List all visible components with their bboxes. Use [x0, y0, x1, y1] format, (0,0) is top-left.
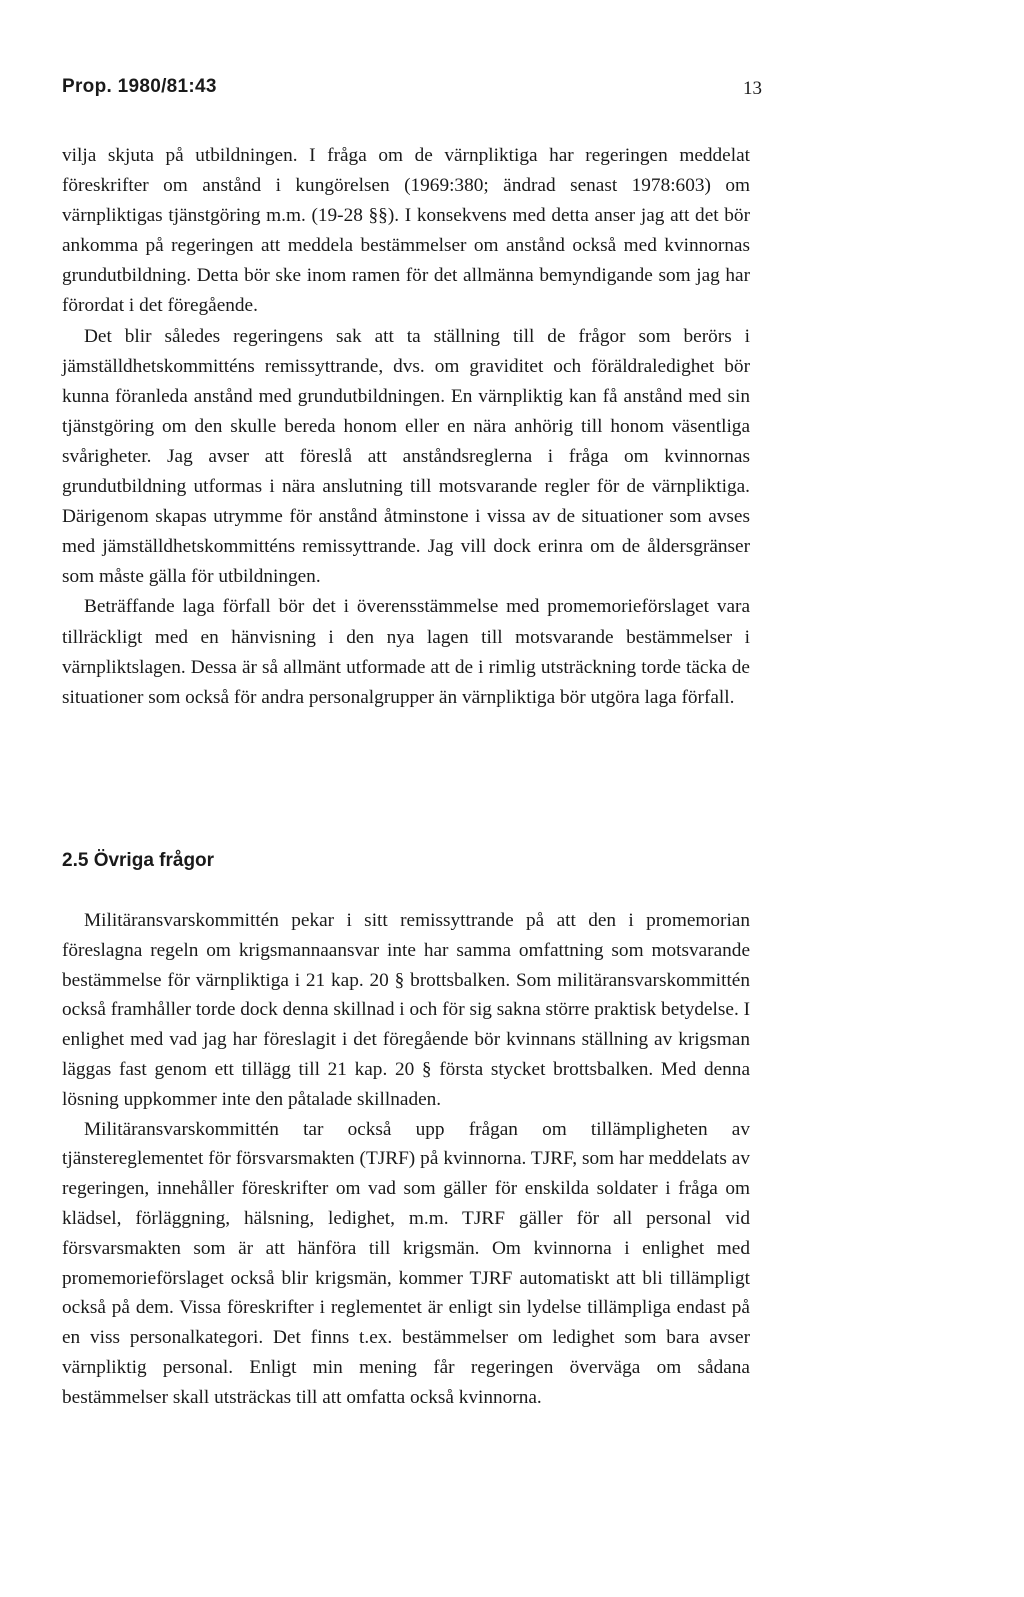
page-header — [62, 76, 762, 106]
proposition-reference: Prop. 1980/81:43 — [62, 76, 217, 97]
section-ovriga-fragor — [62, 847, 750, 1413]
paragraph: vilja skjuta på utbildningen. I fråga om de värnpliktiga har regeringen meddelat föreskrifter om anstånd i kungörelsen (1969:380; ändrad senast 1978:603) om värnpliktigas tjänstgöring m.m. (19-28 §§). I konsekvens med detta anser jag att det bör ankomma på regeringen att meddela bestämmelser om anstånd också med kvinnornas grundutbildning. Detta bör ske inom ramen för det allmänna bemyndigande som jag har förordat i det föregående. — [62, 145, 750, 317]
page-number: 13 — [743, 78, 762, 99]
paragraph: Militäransvarskommittén tar också upp frågan om tillämpligheten av tjänstereglementet för försvarsmakten (TJRF) på kvinnorna. TJRF, som har meddelats av regeringen, innehåller föreskrifter om vad som gäller för enskilda soldater i fråga om klädsel, förläggning, hälsning, ledighet, m.m. TJRF gäller för all personal vid försvarsmakten som är att hänföra till krigsmän. Om kvinnorna i enlighet med promemorieförslaget också blir krigsmän, kommer TJRF automatiskt att bli tillämpligt också på dem. Vissa föreskrifter i reglementet är enligt sin lydelse tillämpliga endast på en viss personalkategori. Det finns t.ex. bestämmelser om ledighet som bara avser värnpliktig personal. Enligt min mening får regeringen överväga om sådana bestämmelser skall utsträckas till att omfatta också kvinnorna. — [62, 1118, 750, 1408]
paragraph: Militäransvarskommittén pekar i sitt remissyttrande på att den i promemorian föreslagna regeln om krigsmannaansvar inte har samma omfattning som motsvarande bestämmelse för värnpliktiga i 21 kap. 20 § brottsbalken. Som militäransvarskommittén också framhåller torde dock denna skillnad i och för sig sakna större praktisk betydelse. I enlighet med vad jag har föreslagit i det föregående bör kvinnans ställning av krigsman läggas fast genom ett tillägg till 21 kap. 20 § första stycket brottsbalken. Med denna lösning uppkommer inte den påtalade skillnaden. — [62, 910, 751, 1110]
paragraph: Beträffande laga förfall bör det i överensstämmelse med promemorieförslaget vara tillräckligt med en hänvisning i den nya lagen till motsvarande bestämmelser i värnpliktslagen. Dessa är så allmänt utformade att de i rimlig utsträckning torde täcka de situationer som också för andra personalgrupper än värnpliktiga bör utgöra laga förfall. — [62, 596, 750, 708]
section-heading: 2.5 Övriga frågor — [62, 850, 215, 871]
paragraph: Det blir således regeringens sak att ta ställning till de frågor som berörs i jämställdhetskommitténs remissyttrande, dvs. om graviditet och föräldraledighet bör kunna föranleda anstånd med grundutbildningen. En värnpliktig kan få anstånd med sin tjänstgöring om den skulle bereda honom eller en nära anhörig till honom väsentliga svårigheter. Jag avser att föreslå att anståndsreglerna i fråga om kvinnornas grundutbildning utformas i nära anslutning till motsvarande regler för de värnpliktiga. Därigenom skapas utrymme för anstånd åtminstone i vissa av de situationer som avses med jämställdhetskommitténs remissyttrande. Jag vill dock erinra om de åldersgränser som måste gälla för utbildningen. — [62, 325, 750, 588]
body-text — [62, 141, 750, 713]
